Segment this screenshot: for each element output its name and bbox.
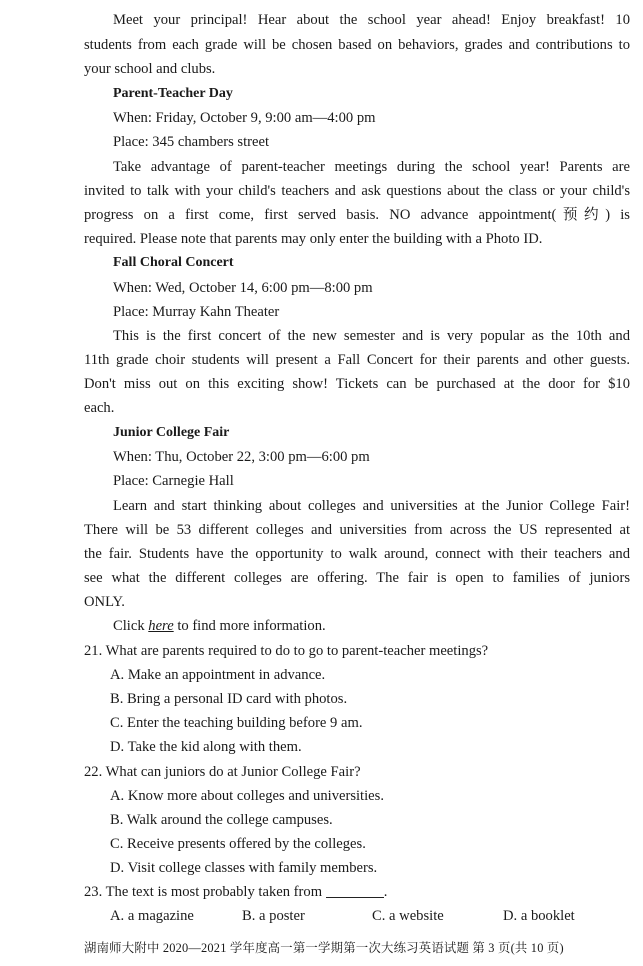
event-when: When: Wed, October 14, 6:00 pm—8:00 pm [113,280,373,296]
event-desc-line: Take advantage of parent-teacher meetings during the school year! Parents are [113,159,630,175]
question-option: B. a poster [242,908,305,924]
question-21-stem: 21. What are parents required to do to go to parent-teacher meetings? [84,643,489,659]
event-place: Place: Murray Kahn Theater [113,304,280,320]
event-when: When: Thu, October 22, 3:00 pm—6:00 pm [113,449,370,465]
event-place: Place: Carnegie Hall [113,473,234,489]
more-info-suffix: to find more information. [173,618,326,634]
question-option: A. Know more about colleges and universities. [110,788,384,804]
event-desc-line: ONLY. [84,594,125,610]
page-footer: 湖南师大附中 2020—2021 学年度高一第一学期第一次大练习英语试题 第 3 页(共 10 页) [84,941,564,955]
event-desc-line: There will be 53 different colleges and universities from across the US represented at [84,522,630,538]
question-23-stem-end: . [383,884,388,900]
event-desc-line: This is the first concert of the new semester and is very popular as the 10th and [113,328,630,344]
intro-line-3: your school and clubs. [84,61,216,77]
question-option: C. a website [372,908,444,924]
question-option: D. a booklet [503,908,575,924]
more-info-prefix: Click [113,618,149,634]
event-desc-line: the fair. Students have the opportunity to walk around, connect with their teachers and [84,546,630,562]
question-option: D. Take the kid along with them. [110,739,302,755]
more-info-line [113,616,326,636]
answer-blank [326,883,384,898]
question-23-stem [84,882,387,902]
event-desc-line: required. Please note that parents may only enter the building with a Photo ID. [84,231,543,247]
question-23-stem-text: 23. The text is most probably taken from [84,884,326,900]
event-title-parent-teacher-day: Parent-Teacher Day [113,86,233,101]
question-option: A. a magazine [110,908,194,924]
question-option: C. Receive presents offered by the colleges. [110,836,366,852]
question-22-stem: 22. What can juniors do at Junior College Fair? [84,764,361,780]
intro-line-2: students from each grade will be chosen based on behaviors, grades and contributions to [84,37,630,53]
event-title-fall-choral-concert: Fall Choral Concert [113,255,234,270]
question-option: C. Enter the teaching building before 9 am. [110,715,363,731]
event-desc-line: see what the different colleges are offering. The fair is open to families of juniors [84,570,630,586]
question-option: B. Bring a personal ID card with photos. [110,691,348,707]
question-option: B. Walk around the college campuses. [110,812,333,828]
event-desc-line: invited to talk with your child's teachers and ask questions about the class or your child's [84,183,630,199]
event-desc-line: Don't miss out on this exciting show! Tickets can be purchased at the door for $10 [84,376,630,392]
event-desc-line: Learn and start thinking about colleges and universities at the Junior College Fair! [113,498,630,514]
event-desc-line: each. [84,400,115,416]
event-place: Place: 345 chambers street [113,134,270,150]
event-title-junior-college-fair: Junior College Fair [113,425,230,440]
event-when: When: Friday, October 9, 9:00 am—4:00 pm [113,110,376,126]
here-link[interactable]: here [148,618,174,634]
event-desc-line: progress on a first come, first served basis. NO advance appointment(预约) is [84,207,630,223]
question-option: A. Make an appointment in advance. [110,667,326,683]
event-desc-line: 11th grade choir students will present a Fall Concert for their parents and other guests. [84,352,630,368]
intro-line-1: Meet your principal! Hear about the school year ahead! Enjoy breakfast! 10 [113,12,630,28]
question-option: D. Visit college classes with family members. [110,860,378,876]
